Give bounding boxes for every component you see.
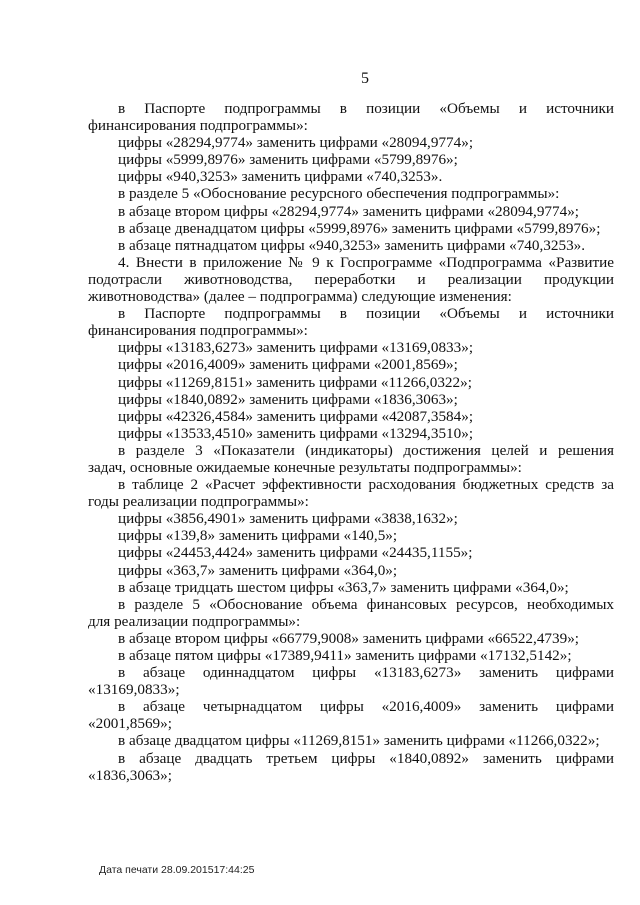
paragraph-line: годы реализации подпрограммы»: xyxy=(88,493,309,511)
paragraph-line: цифры «1840,0892» заменить цифрами «1836,3063»; xyxy=(118,390,458,408)
paragraph-line: финансирования подпрограммы»: xyxy=(88,322,308,340)
paragraph-line: в Паспорте подпрограммы в позиции «Объемы и источники xyxy=(118,305,614,323)
paragraph-line: цифры «139,8» заменить цифрами «140,5»; xyxy=(118,527,398,545)
paragraph-line: в абзаце двенадцатом цифры «5999,8976» заменить цифрами «5799,8976»; xyxy=(118,219,601,237)
paragraph-line: в абзаце пятом цифры «17389,9411» заменить цифрами «17132,5142»; xyxy=(118,647,572,664)
paragraph-line: финансирования подпрограммы»: xyxy=(88,117,308,135)
paragraph-line: в абзаце втором цифры «28294,9774» заменить цифрами «28094,9774»; xyxy=(118,202,580,220)
paragraph-line: «13169,0833»; xyxy=(88,681,180,699)
paragraph-line: «1836,3063»; xyxy=(88,766,172,784)
paragraph-line: в абзаце пятнадцатом цифры «940,3253» заменить цифрами «740,3253». xyxy=(118,236,586,254)
paragraph-line: в абзаце двадцать третьем цифры «1840,0892» заменить цифрами xyxy=(118,749,614,767)
paragraph-line: цифры «363,7» заменить цифрами «364,0»; xyxy=(118,561,398,579)
paragraph-line: цифры «42326,4584» заменить цифрами «42087,3584»; xyxy=(118,407,474,425)
paragraph-line: в абзаце четырнадцатом цифры «2016,4009» заменить цифрами xyxy=(118,698,614,716)
paragraph-line: цифры «940,3253» заменить цифрами «740,3253». xyxy=(118,168,443,186)
paragraph-line: цифры «5999,8976» заменить цифрами «5799,8976»; xyxy=(118,151,458,169)
paragraph-line: в разделе 5 «Обоснование ресурсного обеспечения подпрограммы»: xyxy=(118,185,560,203)
page-number: 5 xyxy=(361,70,369,87)
paragraph-line: животноводства» (далее – подпрограмма) следующие изменения: xyxy=(88,288,512,306)
paragraph-line: цифры «24453,4424» заменить цифрами «24435,1155»; xyxy=(118,544,473,562)
paragraph-line: «2001,8569»; xyxy=(88,715,172,733)
paragraph-line: цифры «28294,9774» заменить цифрами «28094,9774»; xyxy=(118,134,474,152)
document-body xyxy=(88,100,614,784)
paragraph-line: цифры «3856,4901» заменить цифрами «3838,1632»; xyxy=(118,510,458,528)
paragraph-line: цифры «13183,6273» заменить цифрами «13169,0833»; xyxy=(118,339,474,357)
paragraph-line: в абзаце втором цифры «66779,9008» заменить цифрами «66522,4739»; xyxy=(118,629,580,647)
paragraph-line: в разделе 3 «Показатели (индикаторы) достижения целей и решения xyxy=(118,441,614,459)
paragraph-line: 4. Внести в приложение № 9 к Госпрограмме «Подпрограмма «Развитие xyxy=(118,253,614,271)
paragraph-line: в Паспорте подпрограммы в позиции «Объемы и источники xyxy=(118,100,614,117)
paragraph-line: в абзаце тридцать шестом цифры «363,7» заменить цифрами «364,0»; xyxy=(118,578,569,596)
print-date-footer: Дата печати 28.09.201517:44:25 xyxy=(99,864,255,876)
paragraph-line: в абзаце одиннадцатом цифры «13183,6273» заменить цифрами xyxy=(118,664,614,682)
paragraph-line: цифры «11269,8151» заменить цифрами «11266,0322»; xyxy=(118,373,472,391)
paragraph-line: для реализации подпрограммы»: xyxy=(88,612,301,630)
paragraph-line: в таблице 2 «Расчет эффективности расходования бюджетных средств за xyxy=(118,476,614,494)
paragraph-line: в абзаце двадцатом цифры «11269,8151» заменить цифрами «11266,0322»; xyxy=(118,732,600,750)
paragraph-line: в разделе 5 «Обоснование объема финансовых ресурсов, необходимых xyxy=(118,595,614,613)
paragraph-line: цифры «13533,4510» заменить цифрами «13294,3510»; xyxy=(118,424,474,442)
paragraph-line: подотрасли животноводства, переработки и реализации продукции xyxy=(88,270,614,288)
paragraph-line: задач, основные ожидаемые конечные результаты подпрограммы»: xyxy=(88,458,522,476)
paragraph-line: цифры «2016,4009» заменить цифрами «2001,8569»; xyxy=(118,356,458,374)
